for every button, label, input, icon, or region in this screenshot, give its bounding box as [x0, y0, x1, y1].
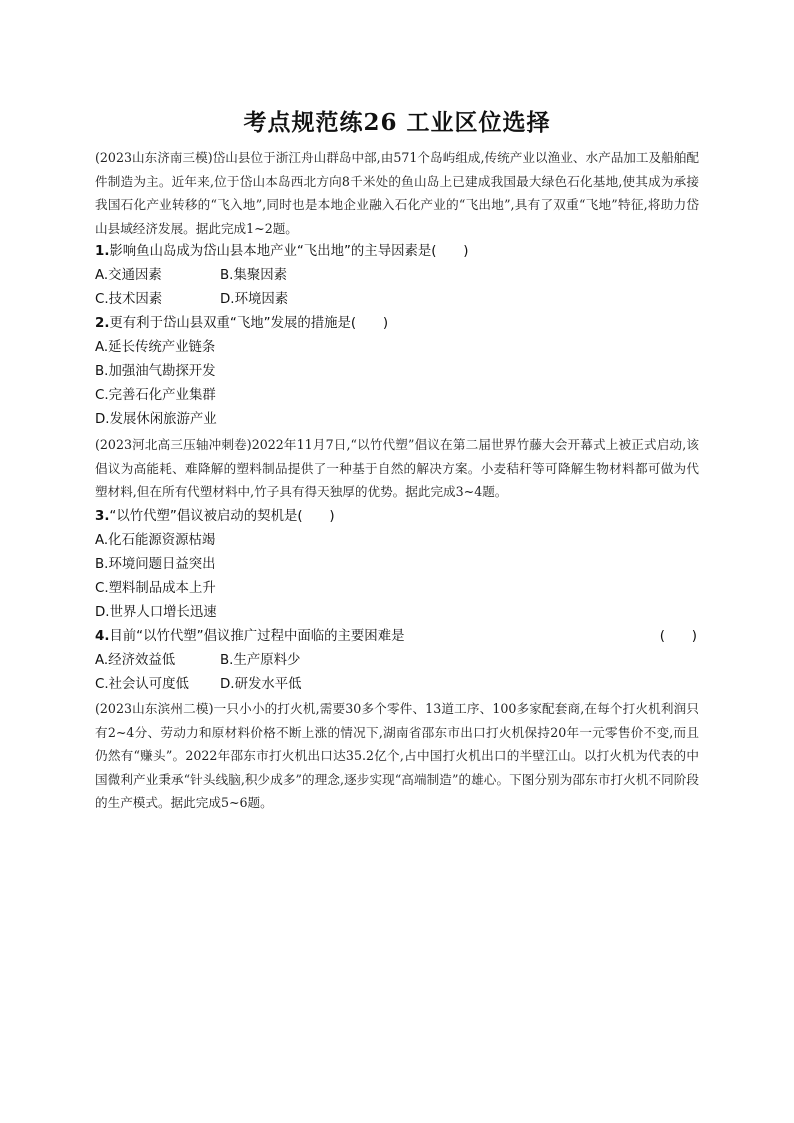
- option-4c: C.社会认可度低: [95, 677, 189, 692]
- option-4d: D.研发水平低: [220, 677, 302, 692]
- option-4a: A.经济效益低: [95, 653, 176, 668]
- passage-3: (2023山东滨州二模)一只小小的打火机,需要30多个零件、13道工序、100多家配套商,在每个打火机利润只有2~4分、劳动力和原材料价格不断上涨的情况下,湖南省邵东市出口打火机保持20年一元零售价不变,而且仍然有“赚头”。2022年邵东市打火机出口达35.2亿个,占中国打火机出口的半壁江山。以打火机为代表的中国微利产业秉承“针头线脑,积少成多”的理念,逐步实现“高端制造”的雄心。下图分别为邵东市打火机不同阶段的生产模式。据此完成5~6题。: [95, 701, 699, 810]
- option-4b: B.生产原料少: [220, 653, 301, 668]
- question-number: 4.: [95, 629, 110, 644]
- question-3: [95, 507, 699, 527]
- question-2: [95, 314, 699, 334]
- option-2b: B.加强油气勘探开发: [95, 364, 216, 379]
- option-1a: A.交通因素: [95, 268, 162, 283]
- option-3d: D.世界人口增长迅速: [95, 605, 217, 620]
- answer-parenthesis: ( ): [659, 629, 697, 644]
- option-2d: D.发展休闲旅游产业: [95, 412, 217, 427]
- question-stem: “以竹代塑”倡议被启动的契机是( ): [109, 509, 335, 524]
- option-3c: C.塑料制品成本上升: [95, 581, 216, 596]
- passage-1: (2023山东济南三模)岱山县位于浙江舟山群岛中部,由571个岛屿组成,传统产业以渔业、水产品加工及船舶配件制造为主。近年来,位于岱山本岛西北方向8千米处的鱼山岛上已建成我国最大绿色石化基地,使其成为承接我国石化产业转移的“飞入地”,同时也是本地企业融入石化产业的“飞出地”,具有了双重“飞地”特征,将助力岱山县域经济发展。据此完成1~2题。: [95, 150, 699, 236]
- question-number: 2.: [95, 316, 110, 331]
- option-1d: D.环境因素: [220, 292, 289, 307]
- question-stem: 更有利于岱山县双重“飞地”发展的措施是( ): [109, 316, 389, 331]
- question-stem: 目前“以竹代塑”倡议推广过程中面临的主要困难是: [109, 629, 405, 644]
- option-3a: A.化石能源资源枯竭: [95, 533, 216, 548]
- option-3b: B.环境问题日益突出: [95, 557, 216, 572]
- option-1c: C.技术因素: [95, 292, 163, 307]
- question-number: 1.: [95, 244, 110, 259]
- question-number: 3.: [95, 509, 110, 524]
- question-stem: 影响鱼山岛成为岱山县本地产业“飞出地”的主导因素是( ): [109, 244, 469, 259]
- page-title: 考点规范练26 工业区位选择: [243, 109, 551, 136]
- option-1b: B.集聚因素: [220, 268, 288, 283]
- passage-2: (2023河北高三压轴冲刺卷)2022年11月7日,“以竹代塑”倡议在第二届世界竹藤大会开幕式上被正式启动,该倡议为高能耗、难降解的塑料制品提供了一种基于自然的解决方案。小麦秸秆等可降解生物材料都可做为代塑材料,但在所有代塑材料中,竹子具有得天独厚的优势。据此完成3~4题。: [95, 437, 699, 499]
- question-4: [95, 627, 699, 647]
- option-2c: C.完善石化产业集群: [95, 388, 216, 403]
- option-2a: A.延长传统产业链条: [95, 340, 216, 355]
- question-1: [95, 242, 699, 262]
